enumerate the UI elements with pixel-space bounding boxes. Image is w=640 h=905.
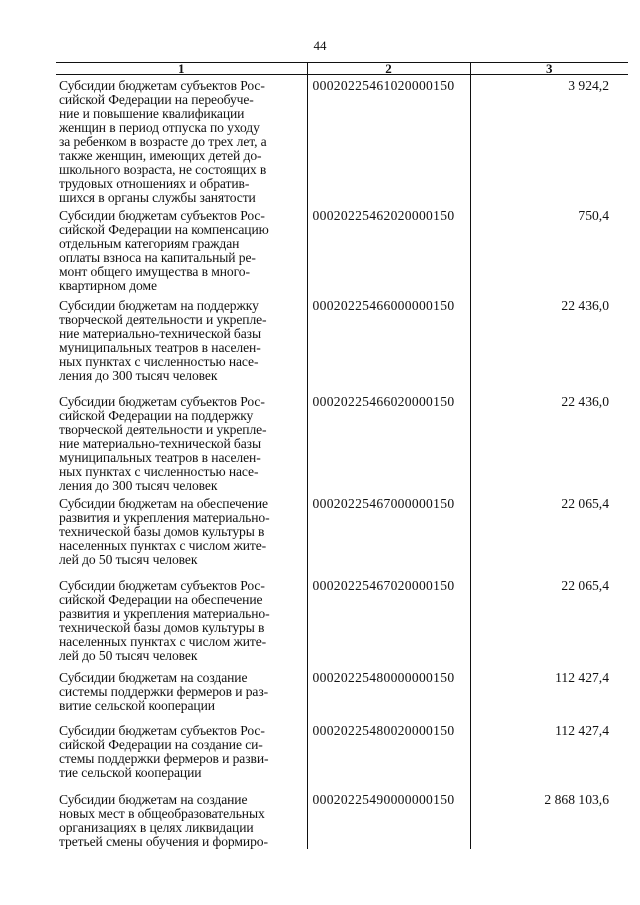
row-description: Субсидии бюджетам на создание системы поддержки фермеров и раз- витие сельской кооперации: [59, 670, 269, 713]
row-code: 00020225480000000150: [307, 667, 470, 720]
table-row: [56, 575, 628, 667]
table-row: [56, 205, 628, 295]
table-row: [56, 789, 628, 849]
row-amount: 22 436,0: [470, 391, 628, 493]
budget-table-container: [56, 62, 628, 849]
table-row: [56, 75, 628, 206]
table-row: [56, 391, 628, 493]
table-header: [56, 63, 628, 75]
header-col-2: 2: [307, 63, 470, 75]
page-number: 44: [313, 38, 327, 53]
row-code: 00020225467020000150: [307, 575, 470, 667]
row-amount: 3 924,2: [470, 75, 628, 206]
budget-table: [56, 62, 628, 849]
row-code: 00020225466020000150: [307, 391, 470, 493]
row-amount: 2 868 103,6: [470, 789, 628, 849]
row-code: 00020225461020000150: [307, 75, 470, 206]
header-col-1: 1: [56, 63, 307, 75]
row-description: Субсидии бюджетам на поддержку творческой деятельности и укрепле- ние материально-технической базы муниципальных театров в населен- ных пунктах с численностью насе- ления до 300 тысяч человек: [59, 298, 267, 383]
row-amount: 750,4: [470, 205, 628, 295]
header-col-3: 3: [470, 63, 628, 75]
row-code: 00020225466000000150: [307, 295, 470, 391]
table-body: [56, 75, 628, 850]
table-row: [56, 295, 628, 391]
row-amount: 22 065,4: [470, 575, 628, 667]
row-code: 00020225467000000150: [307, 493, 470, 575]
row-code: 00020225480020000150: [307, 720, 470, 789]
row-description: Субсидии бюджетам субъектов Рос- сийской Федерации на обеспечение развития и укрепления материально- технической базы домов культуры в населенных пунктах с числом жите- лей до 50 тысяч человек: [59, 578, 270, 663]
row-description: Субсидии бюджетам на обеспечение развития и укрепления материально- технической базы домов культуры в населенных пунктах с числом жите- лей до 50 тысяч человек: [59, 496, 270, 567]
table-row: [56, 720, 628, 789]
row-description: Субсидии бюджетам субъектов Рос- сийской Федерации на поддержку творческой деятельности и укрепле- ние материально-технической базы муниципальных театров в населен- ных пунктах с численностью насе- ления до 300 тысяч человек: [59, 394, 267, 493]
row-code: 00020225490000000150: [307, 789, 470, 849]
table-row: [56, 493, 628, 575]
row-description: Субсидии бюджетам субъектов Рос- сийской Федерации на создание си- стемы поддержки фермеров и разви- тие сельской кооперации: [59, 723, 269, 780]
header-row: [56, 63, 628, 75]
row-amount: 112 427,4: [470, 720, 628, 789]
row-amount: 112 427,4: [470, 667, 628, 720]
row-code: 00020225462020000150: [307, 205, 470, 295]
row-amount: 22 065,4: [470, 493, 628, 575]
row-description: Субсидии бюджетам на создание новых мест в общеобразовательных организациях в целях ликвидации третьей смены обучения и формиро-: [59, 792, 268, 849]
row-description: Субсидии бюджетам субъектов Рос- сийской Федерации на переобуче- ние и повышение квалификации женщин в период отпуска по уходу за ребенком в возрасте до трех лет, а также женщин, имеющих детей до- школьного возраста, не состоящих в трудовых отношениях и обратив- шихся в органы службы занятости: [59, 78, 267, 205]
row-description: Субсидии бюджетам субъектов Рос- сийской Федерации на компенсацию отдельным категориям граждан оплаты взноса на капитальный ре- монт общего имущества в много- квартирном доме: [59, 208, 269, 293]
table-row: [56, 667, 628, 720]
row-amount: 22 436,0: [470, 295, 628, 391]
